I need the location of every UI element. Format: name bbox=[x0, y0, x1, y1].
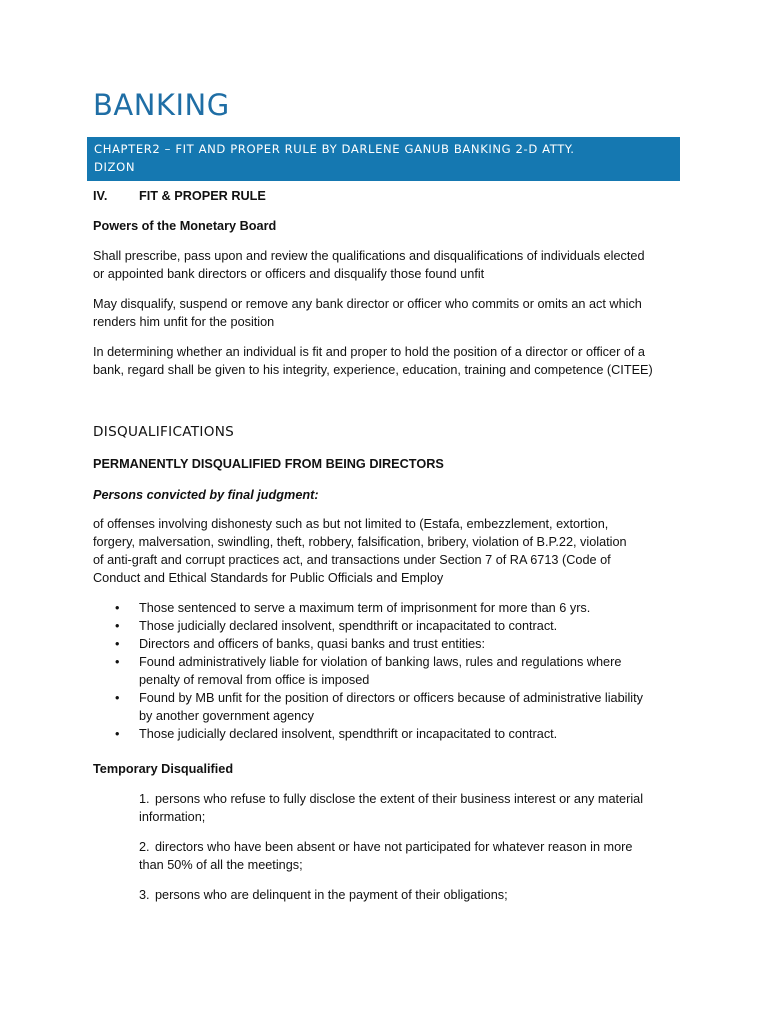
list-item-text: Those sentenced to serve a maximum term of imprisonment for more than 6 yrs. bbox=[139, 601, 591, 615]
chapter-banner-line-1: CHAPTER2 – FIT AND PROPER RULE BY DARLENE GANUB BANKING 2-D ATTY. bbox=[94, 142, 575, 156]
list-item bbox=[93, 653, 683, 689]
numbered-item-2 bbox=[139, 838, 632, 856]
chapter-banner bbox=[87, 137, 680, 181]
item-number: 3. bbox=[139, 888, 150, 902]
powers-paragraph-2-line-2: renders him unfit for the position bbox=[93, 315, 275, 329]
section-title: FIT & PROPER RULE bbox=[139, 189, 266, 203]
powers-paragraph-2-line-1: May disqualify, suspend or remove any bank director or officer who commits or omits an act which bbox=[93, 297, 642, 311]
offenses-line-3: of anti-graft and corrupt practices act, and transactions under Section 7 of RA 6713 (Code of bbox=[93, 553, 611, 567]
list-item-text-continued: by another government agency bbox=[139, 709, 314, 723]
list-item-text: Found by MB unfit for the position of directors or officers because of administrative liability bbox=[139, 691, 643, 705]
powers-paragraph-1-line-1: Shall prescribe, pass upon and review the qualifications and disqualifications of individuals elected bbox=[93, 249, 645, 263]
list-item-text: Directors and officers of banks, quasi banks and trust entities: bbox=[139, 637, 486, 651]
list-item bbox=[93, 599, 683, 617]
item-text: persons who refuse to fully disclose the extent of their business interest or any material bbox=[155, 792, 644, 806]
offenses-line-2: forgery, malversation, swindling, theft, robbery, falsification, bribery, violation of B.P.22, violation bbox=[93, 535, 627, 549]
convicted-heading: Persons convicted by final judgment: bbox=[93, 488, 319, 502]
bullet-icon: • bbox=[115, 691, 120, 705]
powers-paragraph-3-line-1: In determining whether an individual is fit and proper to hold the position of a director or officer of a bbox=[93, 345, 645, 359]
list-item-text: Found administratively liable for violation of banking laws, rules and regulations where bbox=[139, 655, 622, 669]
bullet-icon: • bbox=[115, 619, 120, 633]
item-number: 1. bbox=[139, 792, 150, 806]
item-text: directors who have been absent or have not participated for whatever reason in more bbox=[155, 840, 633, 854]
list-item-text: Those judicially declared insolvent, spendthrift or incapacitated to contract. bbox=[139, 727, 558, 741]
disqualification-bullet-list bbox=[93, 599, 683, 743]
list-item bbox=[93, 635, 683, 653]
bullet-icon: • bbox=[115, 655, 120, 669]
offenses-line-4: Conduct and Ethical Standards for Public Officials and Employ bbox=[93, 571, 444, 585]
powers-paragraph-3-line-2: bank, regard shall be given to his integrity, experience, education, training and competence (CITEE) bbox=[93, 363, 653, 377]
permanently-disqualified-heading: PERMANENTLY DISQUALIFIED FROM BEING DIRECTORS bbox=[93, 457, 444, 471]
numbered-item-2-continued: than 50% of all the meetings; bbox=[139, 858, 303, 872]
chapter-banner-line-2: DIZON bbox=[94, 160, 136, 174]
disqualifications-heading: DISQUALIFICATIONS bbox=[93, 424, 235, 440]
list-item bbox=[93, 617, 683, 635]
document-title: BANKING bbox=[93, 88, 230, 122]
numbered-item-1 bbox=[139, 790, 643, 808]
list-item-text-continued: penalty of removal from office is imposed bbox=[139, 673, 370, 687]
list-item bbox=[93, 725, 683, 743]
bullet-icon: • bbox=[115, 637, 120, 651]
numbered-item-1-continued: information; bbox=[139, 810, 206, 824]
powers-paragraph-1-line-2: or appointed bank directors or officers and disqualify those found unfit bbox=[93, 267, 485, 281]
powers-heading: Powers of the Monetary Board bbox=[93, 219, 277, 233]
section-number: IV. bbox=[93, 189, 108, 203]
bullet-icon: • bbox=[115, 727, 120, 741]
temporary-disqualified-heading: Temporary Disqualified bbox=[93, 762, 234, 776]
bullet-icon: • bbox=[115, 601, 120, 615]
list-item-text: Those judicially declared insolvent, spendthrift or incapacitated to contract. bbox=[139, 619, 558, 633]
offenses-line-1: of offenses involving dishonesty such as but not limited to (Estafa, embezzlement, extortion, bbox=[93, 517, 609, 531]
list-item bbox=[93, 689, 683, 725]
item-text: persons who are delinquent in the payment of their obligations; bbox=[155, 888, 508, 902]
item-number: 2. bbox=[139, 840, 150, 854]
numbered-item-3 bbox=[139, 886, 508, 904]
